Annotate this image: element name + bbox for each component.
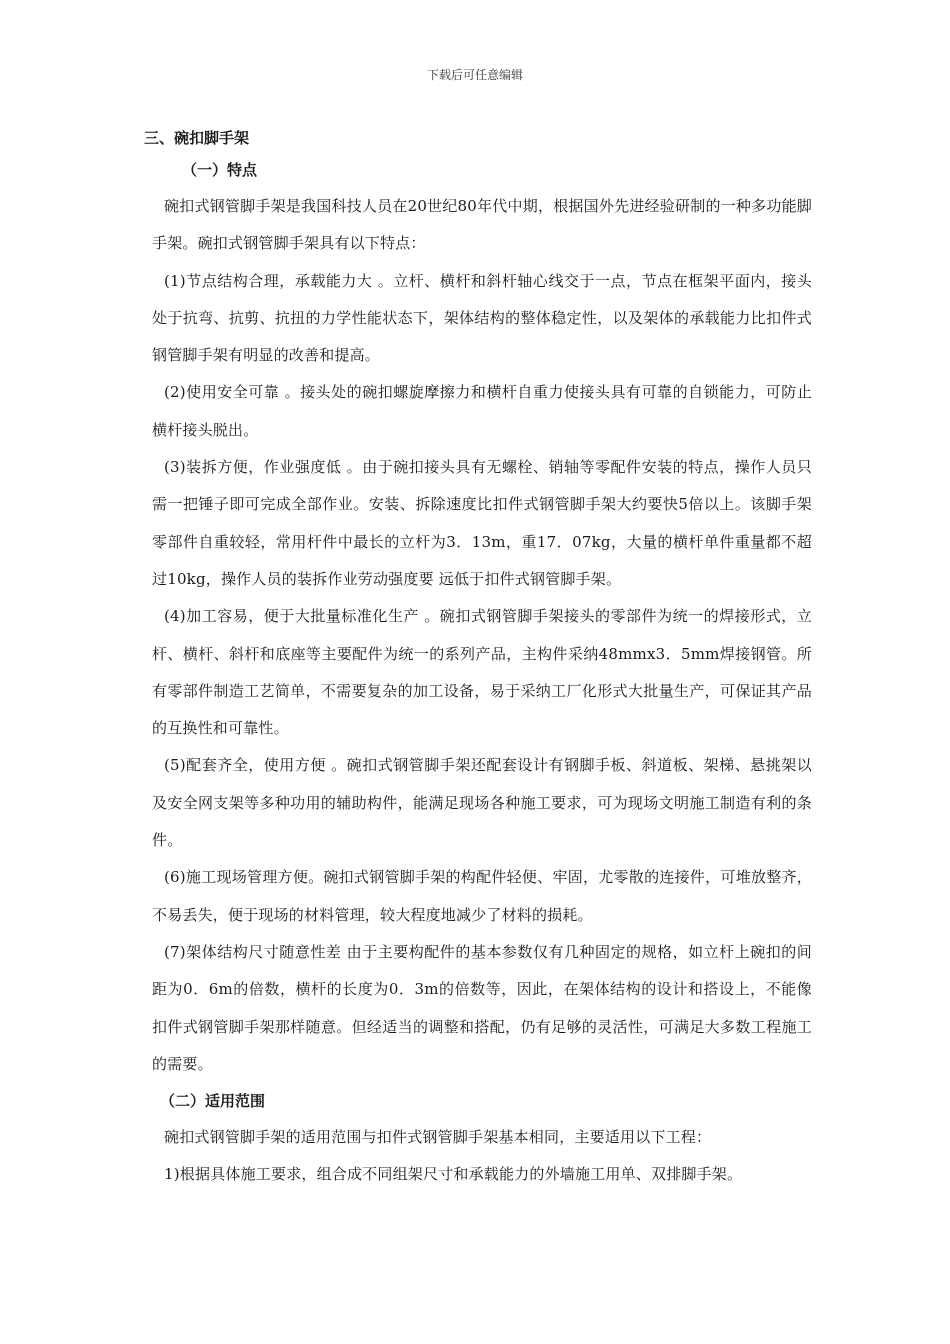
- paragraph: (2)使用安全可靠 。接头处的碗扣螺旋摩擦力和横杆自重力使接头具有可靠的自锁能力，可防止横杆接头脱出。: [152, 383, 812, 439]
- document-body: [144, 124, 812, 1194]
- paragraph: 碗扣式钢管脚手架是我国科技人员在20世纪80年代中期，根据国外先进经验研制的一种多功能脚手架。碗扣式钢管脚手架具有以下特点：: [152, 197, 812, 253]
- paragraph: (5)配套齐全，使用方便 。碗扣式钢管脚手架还配套设计有钢脚手板、斜道板、架梯、悬挑架以及安全网支架等多种功用的辅助构件，能满足现场各种施工要求，可为现场文明施工制造有利的条件。: [152, 756, 812, 850]
- header-note: 下载后可任意编辑: [426, 68, 523, 82]
- subsection-title-features: （一）特点: [182, 161, 258, 179]
- subsection-title-scope: （二）适用范围: [160, 1092, 266, 1111]
- paragraph: 1)根据具体施工要求，组合成不同组架尺寸和承载能力的外墙施工用单、双排脚手架。: [164, 1165, 743, 1184]
- paragraph: (1)节点结构合理，承载能力大 。立杆、横杆和斜杆轴心线交于一点，节点在框架平面内，接头处于抗弯、抗剪、抗扭的力学性能状态下，架体结构的整体稳定性，以及架体的承载能力比扣件式钢管脚手架有明显的改善和提高。: [152, 271, 812, 365]
- paragraph: (6)施工现场管理方便。碗扣式钢管脚手架的构配件轻便、牢固，尤零散的连接件，可堆放整齐，不易丢失，便于现场的材料管理，较大程度地减少了材料的损耗。: [152, 868, 812, 924]
- paragraph: (7)架体结构尺寸随意性差 由于主要构配件的基本参数仅有几种固定的规格，如立杆上碗扣的间距为0．6m的倍数，横杆的长度为0．3m的倍数等，因此，在架体结构的设计和搭设上，不能像扣件式钢管脚手架那样随意。但经适当的调整和搭配，仍有足够的灵活性，可满足大多数工程施工的需要。: [152, 942, 812, 1073]
- paragraph: 碗扣式钢管脚手架的适用范围与扣件式钢管脚手架基本相同，主要适用以下工程：: [164, 1128, 712, 1147]
- section-title: 三、碗扣脚手架: [144, 129, 250, 147]
- paragraph: (4)加工容易，便于大批量标准化生产 。碗扣式钢管脚手架接头的零部件为统一的焊接形式，立杆、横杆、斜杆和底座等主要配件为统一的系列产品，主构件采纳48mmx3．5mm焊接钢管。所有零部件制造工艺简单，不需要复杂的加工设备，易于采纳工厂化形式大批量生产，可保证其产品的互换性和可靠性。: [152, 607, 812, 738]
- paragraph: (3)装拆方便，作业强度低 。由于碗扣接头具有无螺栓、销轴等零配件安装的特点，操作人员只需一把锤子即可完成全部作业。安装、拆除速度比扣件式钢管脚手架大约要快5倍以上。该脚手架零部件自重较轻，常用杆件中最长的立杆为3．13m，重17．07kg，大量的横杆单件重量都不超过10kg，操作人员的装拆作业劳动强度要 远低于扣件式钢管脚手架。: [152, 458, 812, 588]
